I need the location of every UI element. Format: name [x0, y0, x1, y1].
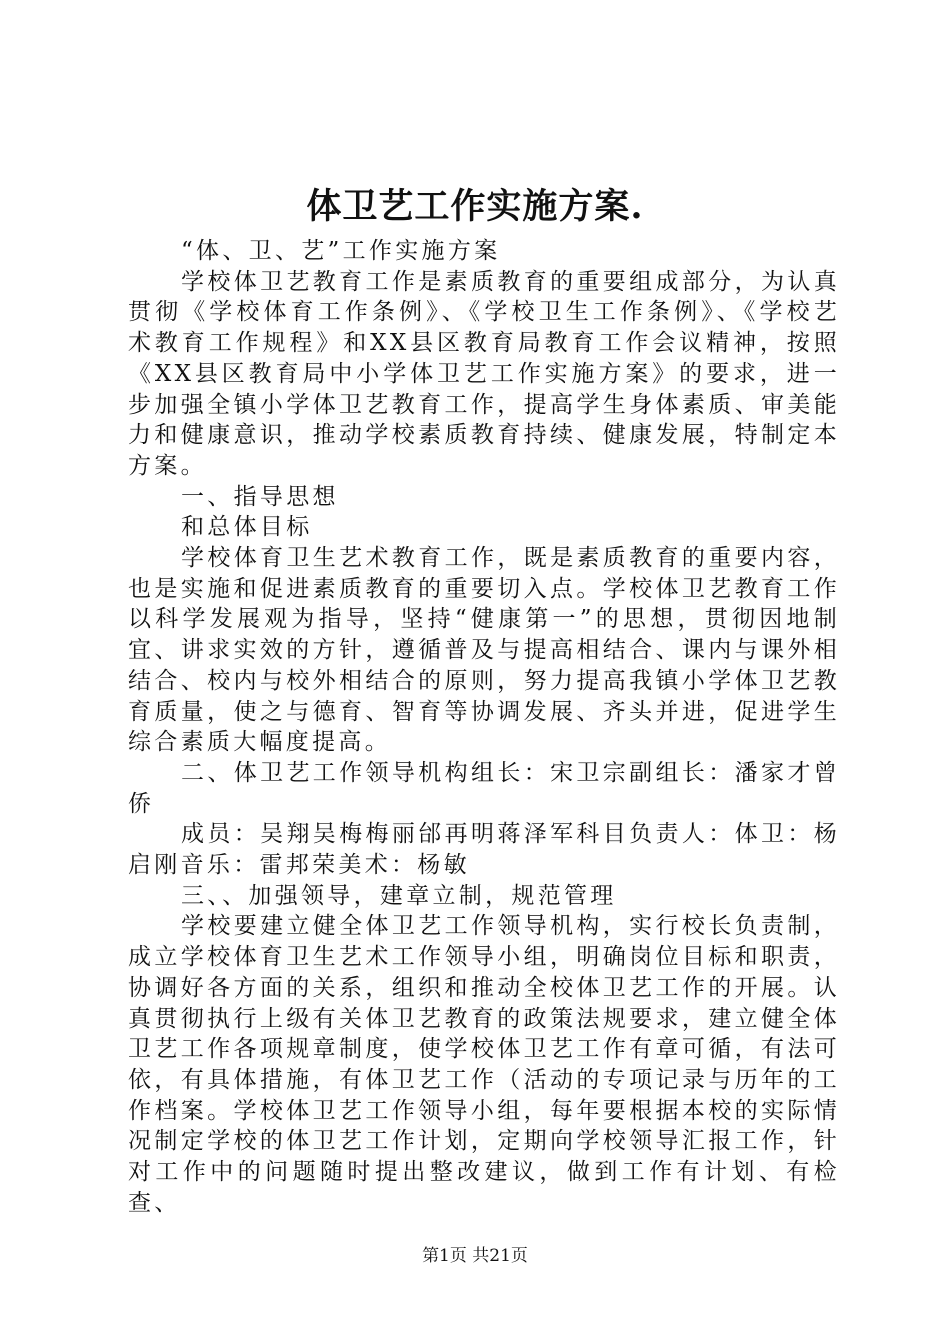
intro-paragraph: 学校体卫艺教育工作是素质教育的重要组成部分，为认真贯彻《学校体育工作条例》、《学校卫生工作条例》、《学校艺术教育工作规程》和XX县区教育局教育工作会议精神，按照《XX县区教育局中小学体卫艺工作实施方案》的要求，进一步加强全镇小学体卫艺教育工作，提高学生身体素质、审美能力和健康意识，推动学校素质教育持续、健康发展，特制定本方案。: [128, 268, 840, 479]
document-body: [128, 236, 840, 1219]
page-number-footer: 第1页 共21页: [422, 1246, 528, 1266]
document-title: 体卫艺工作实施方案.: [306, 186, 644, 227]
section-heading-guiding-ideology: 一、指导思想: [181, 483, 339, 510]
section-heading-management: 三、、加强领导，建章立制，规范管理: [181, 882, 617, 909]
members-paragraph: 成员：吴翔吴梅梅丽邰再明蒋泽军科目负责人：体卫：杨启刚音乐：雷邦荣美术：杨敏: [128, 821, 840, 879]
subtitle-paragraph: “体、卫、艺”工作实施方案: [181, 238, 501, 264]
leadership-paragraph: 二、体卫艺工作领导机构组长：宋卫宗副组长：潘家才曾侨: [128, 759, 840, 817]
management-paragraph: 学校要建立健全体卫艺工作领导机构，实行校长负责制，成立学校体育卫生艺术工作领导小组，明确岗位目标和职责，协调好各方面的关系，组织和推动全校体卫艺工作的开展。认真贯彻执行上级有关体卫艺教育的政策法规要求，建立健全体卫艺工作各项规章制度，使学校体卫艺工作有章可循，有法可依，有具体措施，有体卫艺工作（活动的专项记录与历年的工作档案。学校体卫艺工作领导小组，每年要根据本校的实际情况制定学校的体卫艺工作计划，定期向学校领导汇报工作，针对工作中的问题随时提出整改建议，做到工作有计划、有检查、: [128, 913, 840, 1216]
section-heading-overall-goal: 和总体目标: [181, 514, 313, 541]
goal-paragraph: 学校体育卫生艺术教育工作，既是素质教育的重要内容，也是实施和促进素质教育的重要切入点。学校体卫艺教育工作以科学发展观为指导，坚持“健康第一”的思想，贯彻因地制宜、讲求实效的方针，遵循普及与提高相结合、课内与课外相结合、校内与校外相结合的原则，努力提高我镇小学体卫艺教育质量，使之与德育、智育等协调发展、齐头并进，促进学生综合素质大幅度提高。: [128, 545, 840, 756]
